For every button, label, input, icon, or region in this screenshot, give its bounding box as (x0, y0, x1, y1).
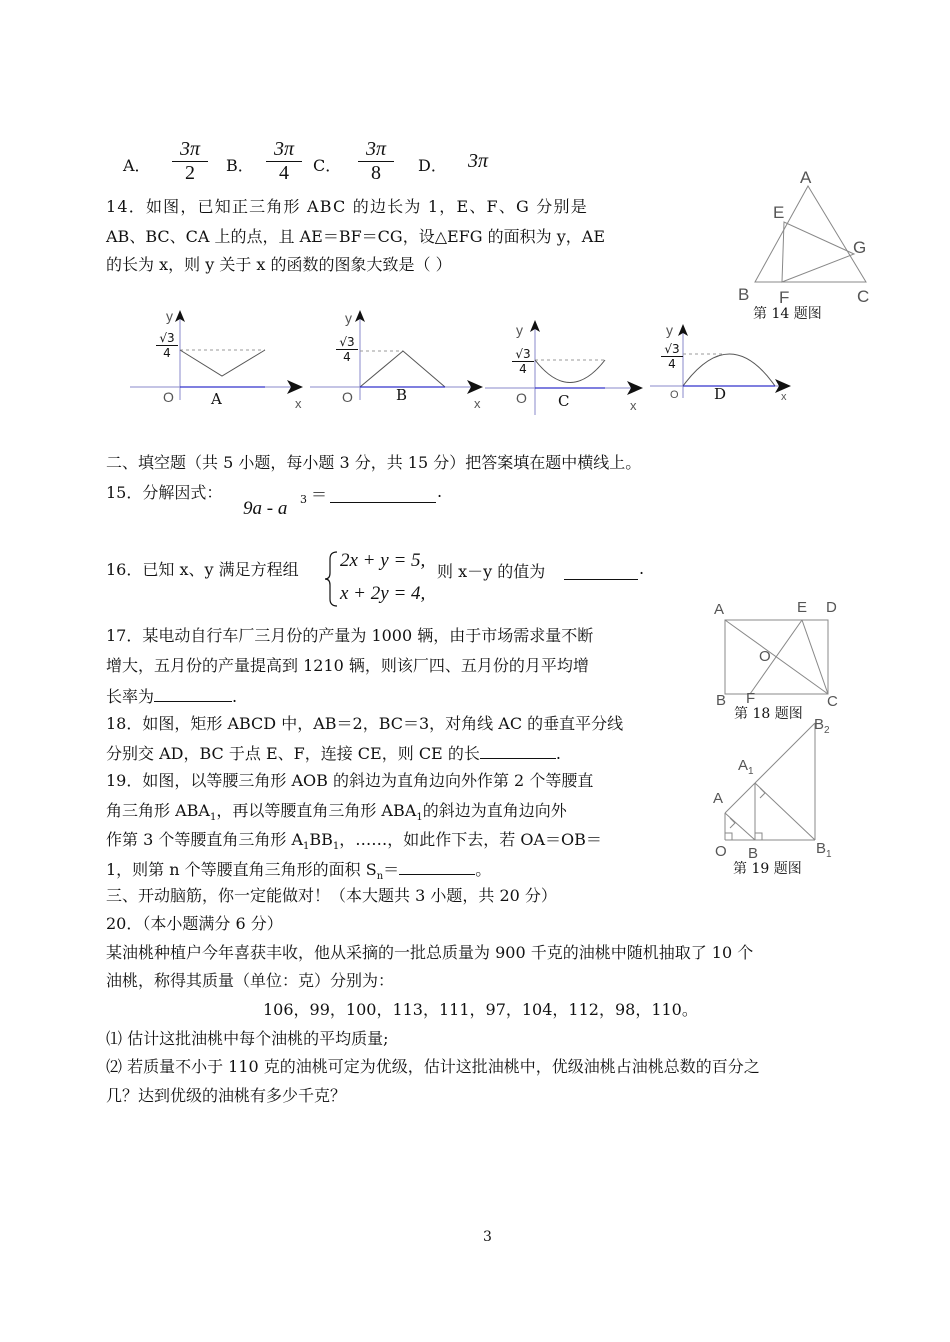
q13-option-b-letter: B． (226, 156, 254, 175)
q13-option-d-letter: D． (418, 156, 447, 175)
q14-graph-a-x: x (295, 396, 302, 411)
q16-answer-blank[interactable] (564, 563, 638, 580)
q19-label-b: B (748, 845, 759, 862)
q14-label-c: C (857, 287, 870, 306)
q13-option-b-fraction: $\frac{3\pi}{4}$ (266, 138, 302, 185)
q14-figure-caption: 第 14 题图 (753, 306, 822, 322)
q14-graph-a-origin: O (163, 389, 174, 405)
q18-label-d: D (826, 599, 837, 616)
section3-title: 三、开动脑筋，你一定能做对！（本大题共 3 小题，共 20 分） (106, 886, 557, 905)
section2-title: 二、填空题（共 5 小题，每小题 3 分，共 15 分）把答案填在题中横线上。 (106, 453, 642, 472)
q18-label-b: B (716, 692, 727, 709)
q14-graph-c-name: C (558, 392, 570, 410)
q18-line1: 18．如图，矩形 ABCD 中，AB＝2，BC＝3，对角线 AC 的垂直平分线 (106, 714, 624, 733)
q18-label-f: F (746, 690, 756, 707)
q14-graph-b (305, 310, 485, 410)
q14-label-a: A (800, 168, 812, 187)
q13-option-c-letter: C． (313, 156, 342, 175)
q14-graph-c-x: x (630, 398, 637, 413)
q20-part2-line2: 几？达到优级的油桃有多少千克？ (106, 1086, 347, 1105)
q17-answer-blank[interactable] (154, 685, 232, 702)
q14-label-f: F (779, 288, 790, 307)
q19-figure-caption: 第 19 题图 (733, 861, 802, 877)
q20-part2-line1: ⑵ 若质量不小于 110 克的油桃可定为优级，估计这批油桃中，优级油桃占油桃总数的百分之 (106, 1057, 760, 1076)
q16-equation-2: x + 2y = 4, (340, 583, 426, 604)
q18-line2: 分别交 AD，BC 于点 E、F，连接 CE，则 CE 的长 . (106, 744, 561, 763)
q20-part1: ⑴ 估计这批油桃中每个油桃的平均质量; (106, 1029, 389, 1048)
q14-line3: 的长为 x，则 y 关于 x 的函数的图象大致是（ ） (106, 255, 452, 274)
q14-graph-a-tick: $\frac{√3}{4}$ (156, 331, 178, 360)
q14-graph-b-name: B (396, 386, 408, 404)
q19-line1: 19．如图，以等腰三角形 AOB 的斜边为直角边向外作第 2 个等腰直 (106, 771, 594, 790)
q20-line1: 某油桃种植户今年喜获丰收，他从采摘的一批总质量为 900 千克的油桃中随机抽取了 10 个 (106, 943, 754, 962)
q18-label-c: C (827, 693, 838, 710)
q18-label-a: A (714, 601, 725, 618)
q14-graph-d-y: y (666, 322, 673, 338)
q16-suffix: 则 x－y 的值为 (437, 562, 546, 581)
q14-graph-d-name: D (714, 385, 727, 403)
q20-line2: 油桃，称得其质量（单位：克）分别为： (106, 971, 395, 990)
q14-graph-d-origin: O (670, 389, 679, 401)
q18-label-o: O (759, 648, 771, 665)
q16-end: . (639, 559, 645, 578)
q14-label-g: G (853, 238, 867, 257)
q19-label-o: O (715, 843, 727, 860)
q18-label-e: E (797, 599, 808, 616)
q20-data: 106，99，100，113，111，97，104，112，98，110。 (263, 1000, 698, 1019)
q17-line3: 长率为 . (106, 687, 238, 706)
q19-label-a1: $A_1$ (738, 757, 754, 777)
q18-rectangle-figure (720, 612, 840, 702)
q15-end: . (437, 482, 443, 501)
q15-expression: 9a - a (243, 498, 288, 519)
q14-graph-c (480, 310, 660, 410)
q13-option-c-fraction: $\frac{3\pi}{8}$ (358, 138, 394, 185)
q19-line2: 角三角形 $ABA_1$，再以等腰直角三角形 $ABA_1$的斜边为直角边向外 (106, 801, 567, 824)
q19-label-a: A (713, 790, 724, 807)
q14-graph-c-tick: $\frac{√3}{4}$ (512, 347, 534, 376)
q19-label-b1: $B_1$ (816, 840, 832, 860)
q14-triangle-figure (740, 170, 880, 300)
q16-equation-1: 2x + y = 5, (340, 550, 426, 571)
q14-graph-b-x: x (474, 396, 481, 411)
q20-head: 20．（本小题满分 6 分） (106, 914, 283, 933)
q15-prefix: 15．分解因式： (106, 483, 223, 502)
q14-graph-d-x: x (781, 391, 787, 403)
q15-equals: ＝ (311, 485, 328, 504)
q15-exponent: 3 (300, 493, 307, 506)
q18-answer-blank[interactable] (480, 742, 556, 759)
q19-label-b2: $B_2$ (814, 716, 830, 736)
q14-graph-d-tick: $\frac{√3}{4}$ (661, 342, 683, 371)
q17-line1: 17．某电动自行车厂三月份的产量为 1000 辆，由于市场需求量不断 (106, 626, 594, 645)
page-number: 3 (483, 1229, 492, 1245)
q16-prefix: 16．已知 x、y 满足方程组 (106, 560, 299, 579)
q19-answer-blank[interactable] (399, 858, 475, 875)
q14-graph-b-origin: O (342, 389, 353, 405)
q16-brace (325, 551, 339, 607)
q14-graph-b-tick: $\frac{√3}{4}$ (336, 335, 358, 364)
q17-line2: 增大，五月份的产量提高到 1210 辆，则该厂四、五月份的月平均增 (106, 656, 589, 675)
q19-line4: 1，则第 n 个等腰直角三角形的面积 $S_n=$ 。 (106, 860, 492, 883)
q14-graph-a-y: y (166, 308, 173, 324)
q13-option-a-fraction: $\frac{3\pi}{2}$ (172, 138, 208, 185)
q14-label-b: B (738, 285, 750, 304)
q14-graph-c-y: y (516, 322, 523, 338)
q13-option-d-value: 3π (468, 150, 489, 172)
q14-line1: 14．如图，已知正三角形 ABC 的边长为 1，E、F、G 分别是 (106, 197, 588, 216)
q19-line3: 作第 3 个等腰直角三角形 $A_1BB_1$，……，如此作下去，若 OA＝OB＝ (106, 830, 602, 853)
q14-graph-b-y: y (345, 310, 352, 326)
q14-graph-a-name: A (211, 390, 222, 408)
q14-label-e: E (773, 203, 785, 222)
q18-figure-caption: 第 18 题图 (734, 706, 803, 722)
q14-graph-c-origin: O (516, 390, 527, 406)
q14-line2: AB、BC、CA 上的点，且 AE＝BF＝CG，设△EFG 的面积为 y，AE (106, 227, 606, 246)
q13-option-a-letter: A． (123, 156, 151, 175)
q15-answer-blank[interactable] (330, 486, 436, 503)
